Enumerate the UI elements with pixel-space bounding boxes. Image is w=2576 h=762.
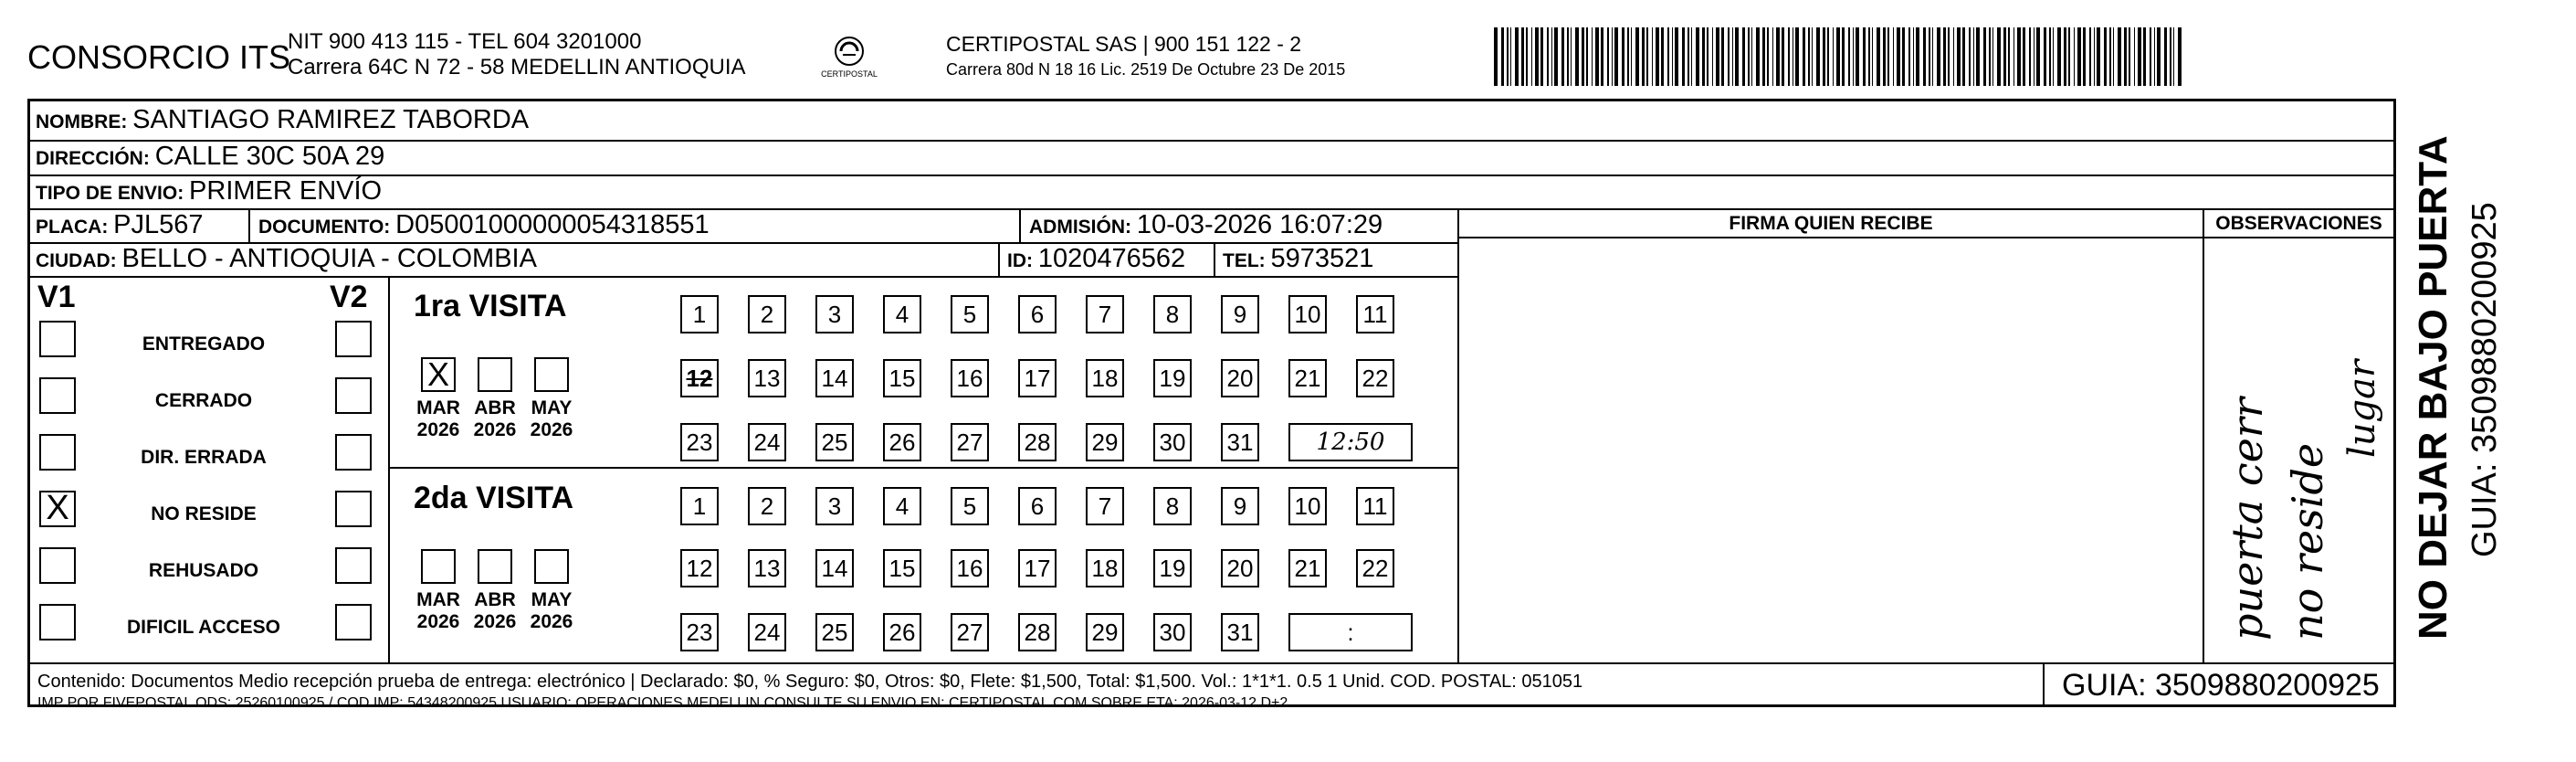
month-checkbox[interactable] xyxy=(534,357,569,392)
tipo-value: PRIMER ENVÍO xyxy=(189,176,383,206)
barcode-bar xyxy=(1969,27,1971,86)
barcode-bar xyxy=(1742,27,1745,86)
day-box[interactable]: 12 xyxy=(680,359,719,397)
day-box[interactable]: 31 xyxy=(1221,613,1259,651)
barcode-bar xyxy=(1897,27,1900,86)
day-box[interactable]: 30 xyxy=(1153,423,1192,461)
day-box[interactable]: 8 xyxy=(1153,487,1192,525)
barcode-bar xyxy=(2074,27,2075,86)
v2-checkbox[interactable] xyxy=(335,321,372,357)
barcode-bar xyxy=(1582,27,1584,86)
barcode-bar xyxy=(2068,27,2070,86)
day-box[interactable]: 16 xyxy=(951,359,989,397)
year-label: 2026 xyxy=(530,611,573,632)
day-box[interactable]: 9 xyxy=(1221,487,1259,525)
documento-value: D05001000000054318551 xyxy=(395,210,710,239)
barcode-bar xyxy=(1691,27,1692,86)
barcode-bar xyxy=(1748,27,1750,86)
footer-line1: Contenido: Documentos Medio recepción prueba de entrega: electrónico | Declarado: $0, % Seguro: $0, Otros: $0, Flete: $1,500, Total: $1,500. Vol.: 1*1*1. 0.5 1 Unid. COD. POSTAL: 051051 xyxy=(37,672,1583,692)
barcode-bar xyxy=(1902,27,1905,86)
barcode-bar xyxy=(1612,27,1613,86)
barcode-bar xyxy=(2143,27,2146,86)
barcode-bar xyxy=(2023,27,2025,86)
day-box[interactable]: 24 xyxy=(748,613,786,651)
barcode-bar xyxy=(2138,27,2141,86)
day-box[interactable]: 16 xyxy=(951,549,989,587)
day-box[interactable]: 2 xyxy=(748,295,786,333)
barcode-bar xyxy=(1672,27,1673,86)
barcode-bar xyxy=(2157,27,2161,86)
barcode-bar xyxy=(1551,27,1552,86)
day-box[interactable]: 28 xyxy=(1018,423,1057,461)
id-value: 1020476562 xyxy=(1037,244,1186,273)
barcode-bar xyxy=(1788,27,1790,86)
shipping-form xyxy=(27,99,2396,711)
v2-checkbox[interactable] xyxy=(335,434,372,471)
day-box[interactable]: 21 xyxy=(1288,549,1327,587)
barcode-bar xyxy=(2164,27,2167,86)
day-box[interactable]: 17 xyxy=(1018,359,1057,397)
day-box[interactable]: 31 xyxy=(1221,423,1259,461)
barcode-bar xyxy=(2178,27,2182,86)
day-box[interactable]: 18 xyxy=(1086,549,1124,587)
day-box[interactable]: 23 xyxy=(680,613,719,651)
barcode-bar xyxy=(1614,27,1618,86)
barcode xyxy=(1494,27,2183,86)
barcode-bar xyxy=(1767,27,1769,86)
status-label: CERRADO xyxy=(154,390,253,411)
barcode-bar xyxy=(2036,27,2040,86)
barcode-bar xyxy=(2134,27,2135,86)
first-visit-title: 1ra VISITA xyxy=(414,289,567,323)
day-box[interactable]: 10 xyxy=(1288,487,1327,525)
barcode-bar xyxy=(2113,27,2114,86)
barcode-bar xyxy=(1521,27,1524,86)
barcode-bar xyxy=(1642,27,1645,86)
v1-checkbox[interactable] xyxy=(39,377,76,414)
barcode-bar xyxy=(2057,27,2061,86)
barcode-bar xyxy=(1515,27,1519,86)
barcode-bar xyxy=(1531,27,1532,86)
tipo-row xyxy=(36,176,382,206)
day-box[interactable]: 20 xyxy=(1221,359,1259,397)
day-box[interactable]: 13 xyxy=(748,359,786,397)
month-label: ABR xyxy=(474,589,516,610)
barcode-bar xyxy=(1868,27,1870,86)
barcode-bar xyxy=(1842,27,1845,86)
tel-value: 5973521 xyxy=(1270,244,1374,273)
barcode-bar xyxy=(2013,27,2014,86)
barcode-bar xyxy=(2170,27,2171,86)
barcode-bar xyxy=(2077,27,2081,86)
barcode-bar xyxy=(1943,27,1946,86)
barcode-bar xyxy=(1887,27,1889,86)
barcode-bar xyxy=(1823,27,1825,86)
direccion-label: DIRECCIÓN: xyxy=(36,148,150,169)
month-checkbox[interactable] xyxy=(478,357,512,392)
barcode-bar xyxy=(1808,27,1810,86)
status-label: DIR. ERRADA xyxy=(141,447,267,468)
barcode-bar xyxy=(2044,27,2046,86)
day-box[interactable]: 3 xyxy=(815,487,854,525)
barcode-bar xyxy=(1646,27,1648,86)
direccion-row xyxy=(36,142,384,172)
barcode-bar xyxy=(1575,27,1579,86)
barcode-bar xyxy=(1510,27,1511,86)
day-box[interactable]: 7 xyxy=(1086,295,1124,333)
placa-cell xyxy=(36,210,204,240)
status-label: NO RESIDE xyxy=(151,503,257,524)
barcode-bar xyxy=(1622,27,1624,86)
guia-number: GUIA: 3509880200925 xyxy=(2062,668,2380,703)
svg-text:CERTIPOSTAL: CERTIPOSTAL xyxy=(821,69,878,79)
barcode-bar xyxy=(2017,27,2021,86)
barcode-bar xyxy=(1635,27,1639,86)
barcode-bar xyxy=(2053,27,2054,86)
barcode-bar xyxy=(2094,27,2095,86)
barcode-bar xyxy=(1712,27,1713,86)
tipo-label: TIPO DE ENVIO: xyxy=(36,183,184,204)
barcode-bar xyxy=(1526,27,1528,86)
day-box[interactable]: 30 xyxy=(1153,613,1192,651)
barcode-bar xyxy=(1863,27,1866,86)
nombre-label: NOMBRE: xyxy=(36,111,128,132)
month-label: ABR xyxy=(474,397,516,418)
day-box[interactable]: 14 xyxy=(815,549,854,587)
day-box[interactable]: 23 xyxy=(680,423,719,461)
month-checkbox[interactable]: X xyxy=(421,357,456,392)
barcode-bar xyxy=(1688,27,1689,86)
admision-cell xyxy=(1029,210,1383,240)
ciudad-value: BELLO - ANTIOQUIA - COLOMBIA xyxy=(121,244,537,273)
barcode-bar xyxy=(1571,27,1572,86)
time-box[interactable]: : xyxy=(1288,613,1413,651)
certipostal-line1: CERTIPOSTAL SAS | 900 151 122 - 2 xyxy=(946,32,1302,56)
barcode-bar xyxy=(1607,27,1609,86)
barcode-bar xyxy=(2118,27,2121,86)
day-box[interactable]: 7 xyxy=(1086,487,1124,525)
day-box[interactable]: 26 xyxy=(883,613,921,651)
direccion-value: CALLE 30C 50A 29 xyxy=(154,142,385,171)
ciudad-label: CIUDAD: xyxy=(36,250,117,271)
barcode-bar xyxy=(1948,27,1950,86)
barcode-bar xyxy=(2109,27,2111,86)
day-box[interactable]: 13 xyxy=(748,549,786,587)
barcode-bar xyxy=(1908,27,1910,86)
day-box[interactable]: 24 xyxy=(748,423,786,461)
barcode-bar xyxy=(1929,27,1930,86)
barcode-bar xyxy=(2089,27,2091,86)
day-box[interactable]: 1 xyxy=(680,295,719,333)
side-guia: GUIA: 3509880200925 xyxy=(2466,202,2504,557)
nombre-value: SANTIAGO RAMIREZ TABORDA xyxy=(132,105,530,134)
barcode-bar xyxy=(1507,27,1509,86)
barcode-bar xyxy=(1932,27,1933,86)
nit-line: NIT 900 413 115 - TEL 604 3201000 xyxy=(288,29,642,54)
barcode-bar xyxy=(1976,27,1980,86)
barcode-bar xyxy=(1682,27,1685,86)
status-label: DIFICIL ACCESO xyxy=(126,617,280,638)
placa-value: PJL567 xyxy=(113,210,204,239)
second-visit-title: 2da VISITA xyxy=(414,481,574,515)
barcode-bar xyxy=(1547,27,1549,86)
barcode-bar xyxy=(1883,27,1886,86)
day-box[interactable]: 22 xyxy=(1356,359,1394,397)
day-box[interactable]: 18 xyxy=(1086,359,1124,397)
barcode-bar xyxy=(1816,27,1820,86)
barcode-bar xyxy=(1728,27,1730,86)
barcode-bar xyxy=(1872,27,1873,86)
barcode-bar xyxy=(2104,27,2107,86)
barcode-bar xyxy=(1962,27,1965,86)
nombre-row xyxy=(36,105,529,135)
certipostal-info xyxy=(946,31,1345,82)
barcode-bar xyxy=(1916,27,1919,86)
id-label: ID: xyxy=(1007,250,1033,271)
day-box[interactable]: 28 xyxy=(1018,613,1057,651)
day-box[interactable]: 27 xyxy=(951,613,989,651)
admision-label: ADMISIÓN: xyxy=(1029,217,1131,238)
year-label: 2026 xyxy=(473,419,517,440)
barcode-bar xyxy=(2008,27,2010,86)
v1-checkbox[interactable] xyxy=(39,321,76,357)
barcode-bar xyxy=(2034,27,2035,86)
day-box[interactable]: 15 xyxy=(883,359,921,397)
v2-header: V2 xyxy=(330,280,368,314)
barcode-bar xyxy=(1836,27,1840,86)
month-label: MAY xyxy=(531,397,573,418)
barcode-bar xyxy=(1992,27,1993,86)
certipostal-line2: Carrera 80d N 18 16 Lic. 2519 De Octubre 23 De 2015 xyxy=(946,60,1346,79)
barcode-bar xyxy=(1554,27,1558,86)
barcode-bar xyxy=(1627,27,1629,86)
barcode-bar xyxy=(1856,27,1859,86)
day-box[interactable]: 17 xyxy=(1018,549,1057,587)
company-name: CONSORCIO ITS xyxy=(27,38,291,76)
day-box[interactable]: 14 xyxy=(815,359,854,397)
day-box[interactable]: 25 xyxy=(815,423,854,461)
barcode-bar xyxy=(2154,27,2155,86)
day-box[interactable]: 2 xyxy=(748,487,786,525)
day-box[interactable]: 25 xyxy=(815,613,854,651)
barcode-bar xyxy=(1973,27,1974,86)
barcode-bar xyxy=(1535,27,1539,86)
barcode-bar xyxy=(1595,27,1599,86)
v2-checkbox[interactable] xyxy=(335,604,372,640)
barcode-bar xyxy=(1776,27,1780,86)
day-box[interactable]: 6 xyxy=(1018,295,1057,333)
barcode-bar xyxy=(1782,27,1784,86)
v1-checkbox[interactable] xyxy=(39,604,76,640)
company-info xyxy=(288,29,746,80)
barcode-bar xyxy=(1586,27,1588,86)
status-label: ENTREGADO xyxy=(142,333,266,355)
signature-area[interactable] xyxy=(1459,238,2203,662)
month-checkbox[interactable] xyxy=(478,549,512,584)
v1-checkbox[interactable] xyxy=(39,434,76,471)
v1-header: V1 xyxy=(37,280,76,314)
footer-line2: IMP POR FIVEPOSTAL ODS: 25260100925 / COD.IMP: 54348200925 USUARIO: OPERACIONES MEDELLIN CONSULTE SU ENVIO EN: CERTIPOSTAL.COM SOBRE ETA: 2026-03-12 D+2 xyxy=(37,695,1288,711)
barcode-bar xyxy=(2064,27,2066,86)
day-box[interactable]: 19 xyxy=(1153,359,1192,397)
day-box[interactable]: 15 xyxy=(883,549,921,587)
barcode-bar xyxy=(2049,27,2051,86)
day-box[interactable]: 11 xyxy=(1356,295,1394,333)
day-box[interactable]: 29 xyxy=(1086,613,1124,651)
barcode-bar xyxy=(1656,27,1659,86)
day-box[interactable]: 12 xyxy=(680,549,719,587)
barcode-bar xyxy=(2097,27,2100,86)
barcode-bar xyxy=(1707,27,1709,86)
barcode-bar xyxy=(1540,27,1543,86)
barcode-bar xyxy=(1567,27,1569,86)
barcode-bar xyxy=(1494,27,1498,86)
year-label: 2026 xyxy=(416,611,460,632)
barcode-bar xyxy=(1702,27,1705,86)
ciudad-cell xyxy=(36,244,537,274)
barcode-bar xyxy=(2129,27,2130,86)
certipostal-logo xyxy=(813,33,886,88)
barcode-bar xyxy=(1762,27,1765,86)
day-box[interactable]: 3 xyxy=(815,295,854,333)
barcode-bar xyxy=(1913,27,1914,86)
barcode-bar xyxy=(1848,27,1850,86)
day-box[interactable]: 10 xyxy=(1288,295,1327,333)
day-box[interactable]: 4 xyxy=(883,295,921,333)
day-box[interactable]: 9 xyxy=(1221,295,1259,333)
barcode-bar xyxy=(1667,27,1669,86)
id-cell xyxy=(1007,244,1185,274)
barcode-bar xyxy=(1877,27,1880,86)
barcode-bar xyxy=(1716,27,1719,86)
observation-line-1: puerta cerr xyxy=(2223,397,2272,640)
v2-checkbox[interactable] xyxy=(335,377,372,414)
tel-label: TEL: xyxy=(1223,250,1266,271)
observaciones-header: OBSERVACIONES xyxy=(2215,213,2382,234)
v2-checkbox[interactable] xyxy=(335,491,372,527)
barcode-bar xyxy=(1983,27,1986,86)
barcode-bar xyxy=(1561,27,1564,86)
barcode-bar xyxy=(1953,27,1954,86)
time-box[interactable]: 12:50 xyxy=(1288,423,1413,461)
placa-label: PLACA: xyxy=(36,217,109,238)
barcode-bar xyxy=(1652,27,1653,86)
barcode-bar xyxy=(1795,27,1799,86)
year-label: 2026 xyxy=(416,419,460,440)
v2-checkbox[interactable] xyxy=(335,547,372,584)
barcode-bar xyxy=(1833,27,1834,86)
admision-value: 10-03-2026 16:07:29 xyxy=(1136,210,1383,239)
barcode-bar xyxy=(1756,27,1760,86)
day-box[interactable]: 21 xyxy=(1288,359,1327,397)
day-box[interactable]: 22 xyxy=(1356,549,1394,587)
barcode-bar xyxy=(1631,27,1632,86)
header xyxy=(0,0,2576,99)
month-checkbox[interactable] xyxy=(421,549,456,584)
barcode-bar xyxy=(1827,27,1829,86)
day-box[interactable]: 19 xyxy=(1153,549,1192,587)
month-label: MAY xyxy=(531,589,573,610)
month-label: MAR xyxy=(416,589,460,610)
barcode-bar xyxy=(2003,27,2006,86)
no-dejar-notice: NO DEJAR BAJO PUERTA xyxy=(2411,135,2455,640)
barcode-bar xyxy=(1696,27,1699,86)
barcode-bar xyxy=(1812,27,1813,86)
day-box[interactable]: 11 xyxy=(1356,487,1394,525)
tel-cell xyxy=(1223,244,1373,274)
barcode-bar xyxy=(1989,27,1991,86)
day-box[interactable]: 6 xyxy=(1018,487,1057,525)
address-line: Carrera 64C N 72 - 58 MEDELLIN ANTIOQUIA xyxy=(288,55,746,79)
barcode-bar xyxy=(1675,27,1678,86)
barcode-bar xyxy=(1957,27,1961,86)
day-box[interactable]: 8 xyxy=(1153,295,1192,333)
barcode-bar xyxy=(2124,27,2127,86)
day-box[interactable]: 20 xyxy=(1221,549,1259,587)
barcode-bar xyxy=(2083,27,2086,86)
barcode-bar xyxy=(1661,27,1664,86)
barcode-bar xyxy=(1772,27,1773,86)
barcode-bar xyxy=(1592,27,1593,86)
barcode-bar xyxy=(1803,27,1805,86)
barcode-bar xyxy=(1735,27,1739,86)
barcode-bar xyxy=(1501,27,1504,86)
month-label: MAR xyxy=(416,397,460,418)
day-box[interactable]: 4 xyxy=(883,487,921,525)
barcode-bar xyxy=(1923,27,1926,86)
barcode-bar xyxy=(1601,27,1603,86)
barcode-bar xyxy=(1732,27,1733,86)
day-box[interactable]: 1 xyxy=(680,487,719,525)
barcode-bar xyxy=(1751,27,1752,86)
barcode-bar xyxy=(2173,27,2174,86)
month-checkbox[interactable] xyxy=(534,549,569,584)
documento-cell xyxy=(258,210,710,240)
year-label: 2026 xyxy=(530,419,573,440)
observations-area xyxy=(2204,238,2393,662)
year-label: 2026 xyxy=(473,611,517,632)
day-box[interactable]: 5 xyxy=(951,295,989,333)
barcode-bar xyxy=(1853,27,1854,86)
day-box[interactable]: 29 xyxy=(1086,423,1124,461)
day-box[interactable]: 26 xyxy=(883,423,921,461)
observation-line-3: lugar xyxy=(2341,359,2383,458)
barcode-bar xyxy=(2029,27,2031,86)
barcode-bar xyxy=(1893,27,1894,86)
firma-header: FIRMA QUIEN RECIBE xyxy=(1729,213,1933,234)
status-label: REHUSADO xyxy=(148,560,259,581)
day-box[interactable]: 5 xyxy=(951,487,989,525)
documento-label: DOCUMENTO: xyxy=(258,217,391,238)
observation-line-2: no reside xyxy=(2283,442,2332,640)
day-box[interactable]: 27 xyxy=(951,423,989,461)
v1-checkbox[interactable]: X xyxy=(39,491,76,527)
barcode-bar xyxy=(1997,27,2001,86)
barcode-bar xyxy=(1937,27,1940,86)
v1-checkbox[interactable] xyxy=(39,547,76,584)
barcode-bar xyxy=(1721,27,1724,86)
barcode-bar xyxy=(2150,27,2151,86)
